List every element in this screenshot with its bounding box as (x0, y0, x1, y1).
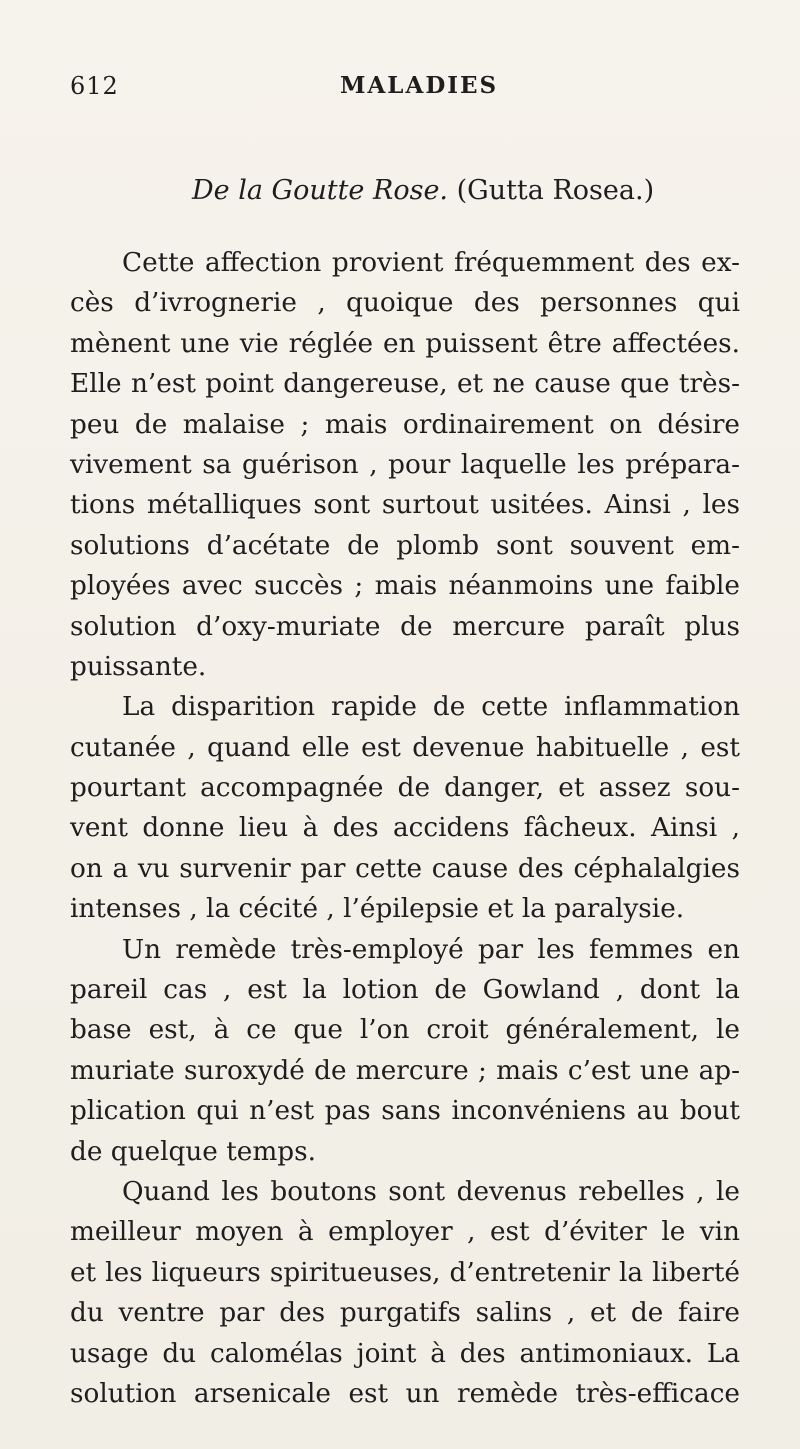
text-line: usage du calomélas joint à des antimoniaux. La (70, 1338, 740, 1369)
text-line: pareil cas , est la lotion de Gowland , dont la (70, 975, 740, 1006)
text-line: on a vu survenir par cette cause des céphalalgies (70, 853, 740, 884)
text-line: muriate suroxydé de mercure ; mais c’est une ap- (70, 1055, 740, 1086)
text-line: Quand les boutons sont devenus rebelles , le (122, 1176, 740, 1207)
text-line: cès d’ivrognerie , quoique des personnes qui (70, 288, 740, 319)
text-line: pourtant accompagnée de danger, et assez sou- (70, 773, 740, 804)
text-line: cutanée , quand elle est devenue habituelle , est (70, 732, 740, 763)
text-line: La disparition rapide de cette inflammation (122, 692, 740, 723)
text-line: vivement sa guérison , pour laquelle les prépara- (70, 449, 740, 480)
text-line: Elle n’est point dangereuse, et ne cause que très- (70, 369, 740, 400)
text-line: solutions d’acétate de plomb sont souvent em- (70, 530, 740, 561)
section-title-latin: (Gutta Rosea.) (456, 175, 655, 206)
text-line: et les liqueurs spiritueuses, d’entretenir la liberté (70, 1257, 740, 1288)
body-text (70, 243, 740, 1414)
text-line: Cette affection provient fréquemment des ex- (122, 248, 740, 278)
text-line: Un remède très-employé par les femmes en (122, 934, 740, 965)
text-line: puissante. (70, 651, 207, 682)
text-line: solution arsenicale est un remède très-efficace (70, 1378, 740, 1409)
text-line: meilleur moyen à employer , est d’éviter le vin (70, 1217, 740, 1248)
section-title (192, 175, 752, 206)
section-title-french: De la Goutte Rose. (192, 175, 448, 206)
text-line: tions métalliques sont surtout usitées. Ainsi , les (70, 490, 740, 521)
text-line: vent donne lieu à des accidens fâcheux. Ainsi , (70, 813, 740, 844)
text-line: de quelque temps. (70, 1136, 316, 1167)
text-line: intenses , la cécité , l’épilepsie et la paralysie. (70, 894, 685, 925)
page-number: 612 (70, 72, 119, 100)
text-line: ployées avec succès ; mais néanmoins une faible (70, 571, 740, 602)
text-line: peu de malaise ; mais ordinairement on désire (70, 409, 740, 440)
text-line: mènent une vie réglée en puissent être affectées. (70, 328, 740, 359)
text-line: solution d’oxy-muriate de mercure paraît plus (70, 611, 740, 642)
text-line: base est, à ce que l’on croit généralement, le (70, 1015, 740, 1046)
running-title: MALADIES (340, 72, 499, 99)
text-line: du ventre par des purgatifs salins , et de faire (70, 1298, 740, 1329)
page-header (70, 72, 730, 112)
text-line: plication qui n’est pas sans inconvéniens au bout (70, 1096, 740, 1127)
